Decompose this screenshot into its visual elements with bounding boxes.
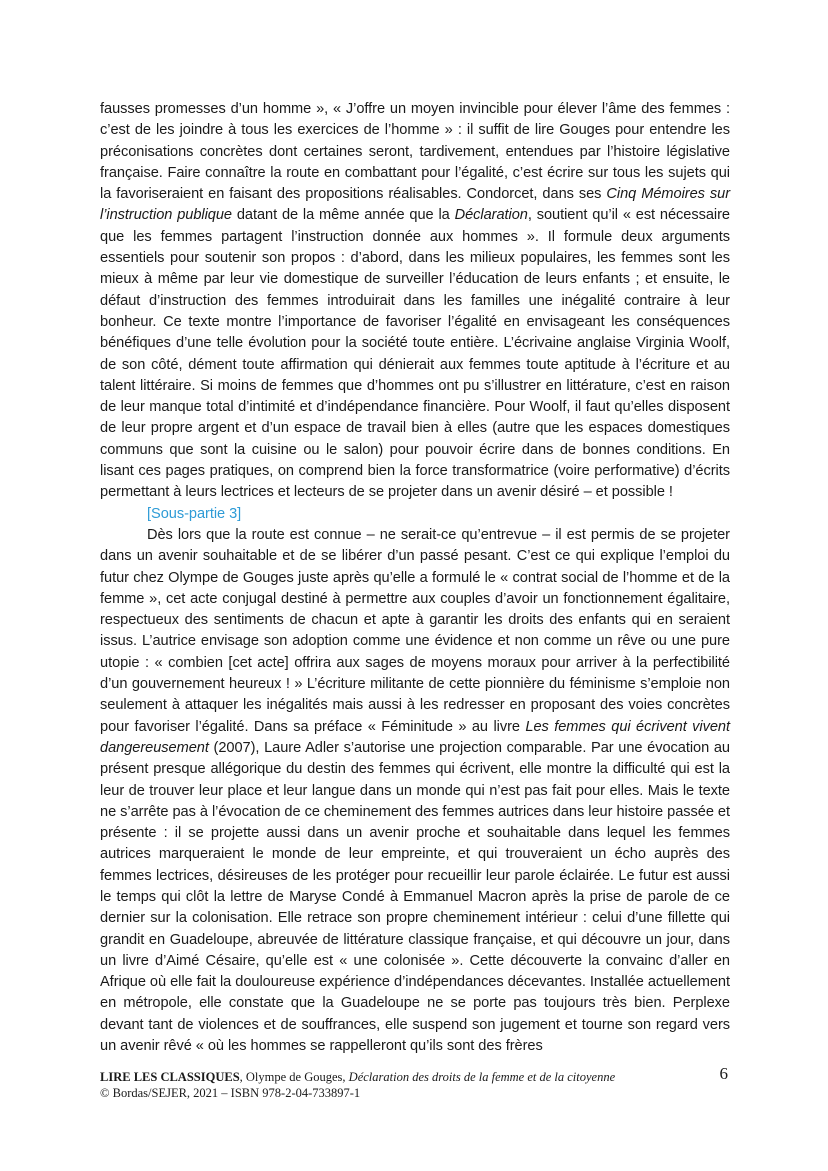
paragraph	[100, 99, 730, 504]
text-run: (2007), Laure Adler s’autorise une projection comparable. Par une évocation au présent presque allégorique du destin des femmes qui écrivent, elle montre la difficulté qui est la leur de trouver leur place et leur langue dans un monde qui n’est pas fait pour elles. Mais le texte ne s’arrête pas à l’évocation de ce cheminement des femmes autrices dans leur histoire passée et présente : il se projette aussi dans un avenir proche et souhaitable dans lequel les femmes autrices marqueraient le monde de leur empreinte, et qui trouveraient un écho auprès des femmes lectrices, désireuses de les protéger pour recueillir leur parole éclairée. Le futur est aussi le temps qui clôt la lettre de Maryse Condé à Emmanuel Macron après la prise de parole de ce dernier sur la colonisation. Elle retrace son propre cheminement intérieur : celui d’une fillette qui grandit en Guadeloupe, abreuvée de littérature classique française, et qui découvre un jour, dans un livre d’Aimé Césaire, qu’elle est « une colonisée ». Cette découverte la convainc d’aller en Afrique où elle fait la douloureuse expérience d’indépendances décevantes. Installée actuellement en métropole, elle constate que la Guadeloupe ne se porte pas toujours très bien. Perplexe devant tant de violences et de souffrances, elle suspend son jugement et tourne son regard vers un avenir rêvé « où les hommes se rappelleront qu’ils sont des frères	[100, 739, 730, 1055]
italic-title: Déclaration	[454, 207, 528, 224]
text-run: fausses promesses d’un homme », « J’offre un moyen invincible pour élever l’âme des femmes : c’est de les joindre à tous les exercices de l’homme » : il suffit de lire Gouges pour entendre les préconisations concrètes dont certaines seront, tardivement, entendues par l’histoire législative française. Faire connaître la route en combattant pour l’égalité, c’est écrire sur tous les sujets qui la favoriseraient en faisant des propositions réalisables. Condorcet, dans ses	[100, 101, 730, 203]
author-name: Olympe de Gouges,	[245, 1070, 349, 1084]
page-footer	[100, 1064, 730, 1101]
text-run: Dès lors que la route est connue – ne serait-ce qu’entrevue – il est permis de se projeter dans un avenir souhaitable et de se libérer d’un passé pesant. C’est ce qui explique l’emploi du futur chez Olympe de Gouges juste après qu’elle a formulé le « contrat social de l’homme et de la femme », cet acte conjugal destiné à permettre aux couples d’avoir un fonctionnement égalitaire, respectueux des sentiments de chacun et apte à garantir les droits des enfants qui en seraient issus. L’autrice envisage son adoption comme une évidence et non comme un rêve ou une pure utopie : « combien [cet acte] offrira aux sages de moyens moraux pour arriver à la perfectibilité d’un gouvernement heureux ! » L’écriture militante de cette pionnière du féminisme s’emploie non seulement à attaquer les inégalités mais aussi à les redresser en proposant des voies concrètes pour favoriser l’égalité. Dans sa préface « Féminitude » au livre	[100, 526, 730, 735]
subheading: [Sous-partie 3]	[147, 505, 242, 522]
italic-title: Cinq Mémoires sur l’instruction publique	[100, 186, 730, 224]
page-number: 6	[719, 1064, 728, 1083]
separator: ,	[239, 1070, 246, 1084]
footer-citation	[100, 1064, 730, 1085]
text-run: datant de la même année que la	[231, 207, 455, 224]
book-title: Déclaration des droits de la femme et de la citoyenne	[348, 1070, 616, 1084]
series-name: LIRE LES CLASSIQUES	[100, 1070, 240, 1084]
text-run: , soutient qu’il « est nécessaire que les femmes partagent l’instruction donnée aux hommes ». Il formule deux arguments essentiels pour soutenir son propos : d’abord, dans les milieux populaires, les femmes sont les mieux à même par leur vie domestique de surveiller l’éducation de leurs enfants ; et ensuite, le défaut d’instruction des femmes introduirait dans les familles une inégalité contraire à leur bonheur. Ce texte montre l’importance de favoriser l’égalité en envisageant les conséquences bénéfiques d’une telle évolution pour la société toute entière. L’écrivaine anglaise Virginia Woolf, de son côté, dément toute affirmation qui dénierait aux femmes toute aptitude à l’écriture et au talent littéraire. Si moins de femmes que d’hommes ont pu s’illustrer en littérature, c’est en raison de leur manque total d’intimité et d’indépendance financière. Pour Woolf, il faut qu’elles disposent de leur propre argent et d’un espace de travail bien à elles (autre que les espaces domestiques communs que sont la cuisine ou le salon) pour pouvoir écrire dans de bonnes conditions. En lisant ces pages pratiques, on comprend bien la force transformatrice (voire performative) d’écrits permettant à leurs lectrices et lecteurs de se projeter dans un avenir désiré – et possible !	[100, 207, 730, 501]
page-body	[100, 99, 730, 1057]
copyright-line: © Bordas/SEJER, 2021 – ISBN 978-2-04-733897-1	[100, 1086, 361, 1100]
italic-title: Les femmes qui écrivent vivent dangereusement	[100, 718, 730, 756]
paragraph	[100, 525, 730, 1057]
